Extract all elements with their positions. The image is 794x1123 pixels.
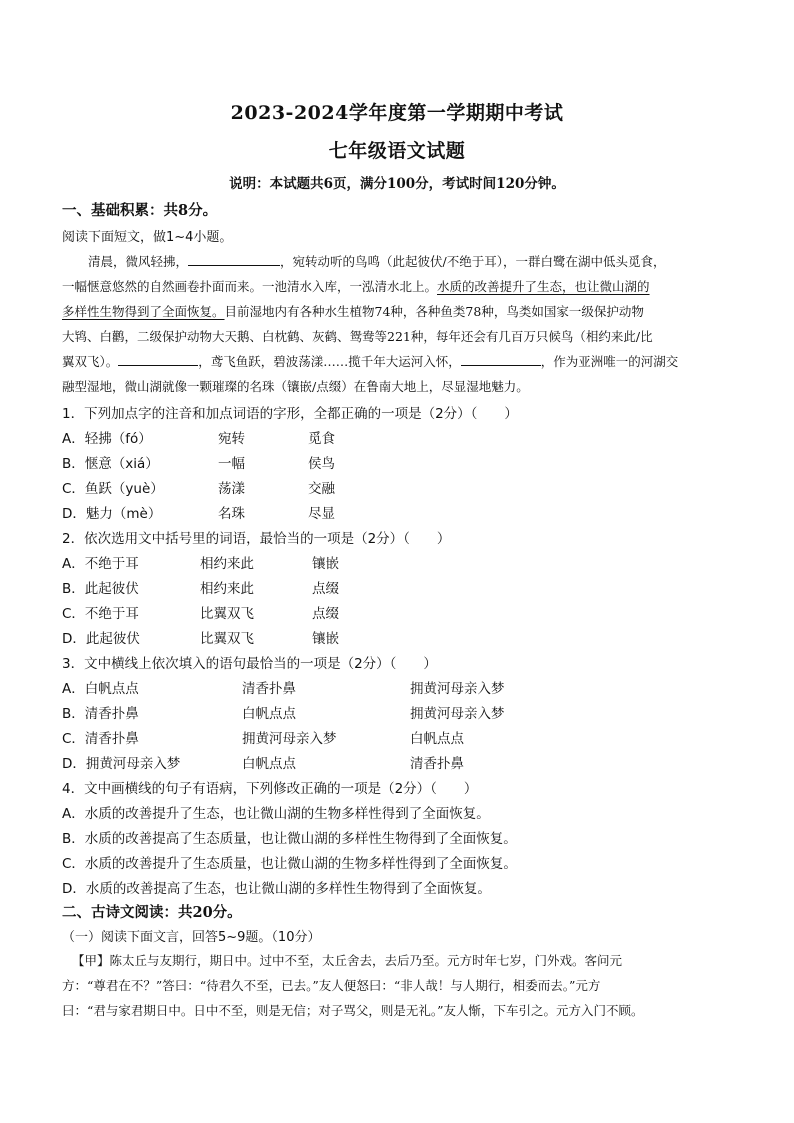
q3-option-b[interactable]: B．清香扑鼻 (62, 706, 139, 722)
fill-blank-2[interactable] (118, 353, 198, 366)
classical-text-line-3: 曰：“君与家君期日中。日中不至，则是无信；对子骂父，则是无礼。”友人惭，下车引之。元方入门不顾。 (62, 1003, 644, 1018)
exam-title: 2023-2024学年度第一学期期中考试 (230, 102, 564, 124)
passage-line-6: 融型湿地，微山湖就像一颗璀璨的名珠（镶嵌/点缀）在鲁南大地上，尽显湿地魅力。 (62, 379, 529, 394)
passage-line-4: 大鸨、白鹳，二级保护动物大天鹅、白枕鹤、灰鹤、鸳鸯等221种，每年还会有几百万只候鸟（相约来此/比 (62, 329, 653, 344)
q1-option-b-word-2: 一幅 (218, 456, 245, 472)
q2-option-d[interactable]: D．此起彼伏 (62, 631, 140, 647)
exam-subtitle: 七年级语文试题 (328, 140, 466, 162)
q2-option-a-word-3: 镶嵌 (312, 556, 339, 572)
q1-option-b[interactable]: B．惬意（xiá） (62, 456, 159, 472)
q4-option-c[interactable]: C．水质的改善提升了生态质量，也让微山湖的生物多样性得到了全面恢复。 (62, 856, 517, 872)
q2-option-d-word-3: 镶嵌 (312, 631, 339, 647)
question-3-stem: 3．文中横线上依次填入的语句最恰当的一项是（2分）（ ） (62, 656, 437, 672)
q3-option-c-phrase-2: 拥黄河母亲入梦 (242, 731, 337, 747)
q1-option-a-word-3: 觅食 (308, 431, 335, 447)
q4-option-a[interactable]: A．水质的改善提升了生态，也让微山湖的生物多样性得到了全面恢复。 (62, 806, 490, 822)
q1-option-a[interactable]: A．轻拂（fó） (62, 431, 152, 447)
q2-option-c-word-2: 比翼双飞 (200, 606, 254, 622)
q3-option-d[interactable]: D．拥黄河母亲入梦 (62, 756, 181, 772)
q1-option-d-word-2: 名珠 (218, 506, 245, 522)
q1-option-c-word-2: 荡漾 (218, 481, 245, 497)
q2-option-c-word-3: 点缀 (312, 606, 339, 622)
question-1-stem: 1．下列加点字的注音和加点词语的字形，全都正确的一项是（2分）（ ） (62, 406, 518, 422)
q2-option-a-word-2: 相约来此 (200, 556, 254, 572)
q1-option-a-word-2: 宛转 (218, 431, 245, 447)
q3-option-a-phrase-3: 拥黄河母亲入梦 (410, 681, 505, 697)
section-1-heading: 一、基础积累：共8分。 (62, 202, 218, 219)
q1-option-d-word-3: 尽显 (308, 506, 335, 522)
q3-option-a-phrase-2: 清香扑鼻 (242, 681, 296, 697)
q3-option-c-phrase-3: 白帆点点 (410, 731, 464, 747)
passage-line-1: 清晨，微风轻拂， ，宛转动听的鸟鸣（此起彼伏/不绝于耳），一群白鹭在湖中低头觅食， (88, 254, 666, 269)
q1-option-d[interactable]: D．魅力（mè） (62, 506, 162, 522)
section-2-subheading: （一）阅读下面文言，回答5~9题。（10分） (62, 930, 321, 945)
passage-line-5: 翼双飞）。 ，鸢飞鱼跃，碧波荡漾……揽千年大运河入怀， ，作为亚洲唯一的河湖交 (62, 354, 679, 369)
q1-option-b-word-3: 侯鸟 (308, 456, 335, 472)
question-4-stem: 4．文中画横线的句子有语病，下列修改正确的一项是（2分）（ ） (62, 781, 478, 797)
q3-option-b-phrase-3: 拥黄河母亲入梦 (410, 706, 505, 722)
question-2-stem: 2．依次选用文中括号里的词语，最恰当的一项是（2分）（ ） (62, 531, 451, 547)
q2-option-a[interactable]: A．不绝于耳 (62, 556, 139, 572)
q2-option-b-word-2: 相约来此 (200, 581, 254, 597)
q2-option-d-word-2: 比翼双飞 (200, 631, 254, 647)
q2-option-b[interactable]: B．此起彼伏 (62, 581, 139, 597)
section-2-heading: 二、古诗文阅读：共20分。 (62, 904, 242, 921)
q2-option-c[interactable]: C．不绝于耳 (62, 606, 139, 622)
passage-line-3: 多样性生物得到了全面恢复。目前湿地内有各种水生植物74种，各种鱼类78种，鸟类如国家一级保护动物 (62, 304, 644, 319)
fill-blank-3[interactable] (461, 353, 541, 366)
q3-option-d-phrase-2: 白帆点点 (242, 756, 296, 772)
exam-note: 说明：本试题共6页，满分100分，考试时间120分钟。 (229, 176, 565, 192)
classical-text-line-1: 【甲】陈太丘与友期行，期日中。过中不至，太丘舍去，去后乃至。元方时年七岁，门外戏。客问元 (72, 953, 623, 968)
classical-text-line-2: 方：“尊君在不？”答曰：“待君久不至，已去。”友人便怒曰：“非人哉！与人期行，相委而去。”元方 (62, 978, 601, 993)
q3-option-c[interactable]: C．清香扑鼻 (62, 731, 139, 747)
q2-option-b-word-3: 点缀 (312, 581, 339, 597)
q1-option-c-word-3: 交融 (308, 481, 335, 497)
q4-option-b[interactable]: B．水质的改善提高了生态质量，也让微山湖的多样性生物得到了全面恢复。 (62, 831, 517, 847)
passage-line-2: 一幅惬意悠然的自然画卷扑面而来。一池清水入库，一泓清水北上。水质的改善提升了生态，也让微山湖的 (62, 279, 650, 294)
q3-option-d-phrase-3: 清香扑鼻 (410, 756, 464, 772)
q1-option-c[interactable]: C．鱼跃（yuè） (62, 481, 164, 497)
fill-blank-1[interactable] (188, 253, 280, 266)
q3-option-a[interactable]: A．白帆点点 (62, 681, 139, 697)
underlined-sentence-part-2: 多样性生物得到了全面恢复。 (62, 304, 225, 319)
section-1-instruction: 阅读下面短文，做1~4小题。 (62, 230, 233, 245)
q3-option-b-phrase-2: 白帆点点 (242, 706, 296, 722)
underlined-sentence-part-1: 水质的改善提升了生态，也让微山湖的 (437, 279, 650, 294)
q4-option-d[interactable]: D．水质的改善提高了生态，也让微山湖的多样性生物得到了全面恢复。 (62, 881, 491, 897)
